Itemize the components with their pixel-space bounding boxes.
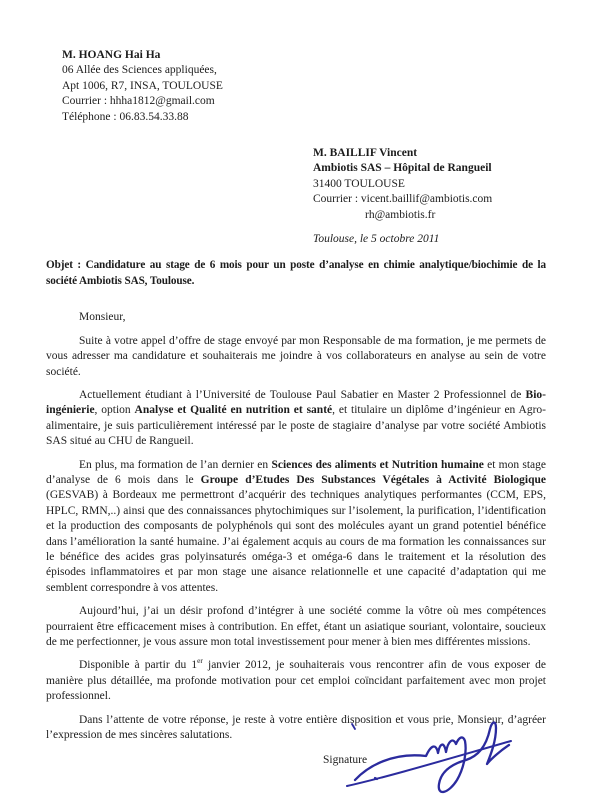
signature-label: Signature <box>323 754 368 767</box>
paragraph: En plus, ma formation de l’an dernier en Sciences des aliments et Nutrition humaine et mon stage d’analyse de 6 mois dans le Groupe d’Etudes Des Substances Végétales à Activité Biologique (GESVAB) à Bordeaux me permettront d’acquérir des techniques analytiques performantes (CCM, EPS, HPLC, RMN,..) ainsi que des connaissances phytochimiques sur l’isolement, la purification, l’identification et la production des composants de polyphénols qui sont des molécules ayant un grand potentiel bénéfice dans l’amélioration la santé humaine. J’ai également acquis au cours de ma formation les connaissances sur le bénéfice des acides gras polyinsaturés oméga-3 et oméga-6 dans le traitement et la résolution des épisodes inflammatoires et par mon stage une aisance relationnelle et une capacité d’adaptation qui me semblent correspondre à vos attentes. <box>46 458 547 594</box>
signature-scrawl <box>338 714 538 798</box>
subject-line: Objet : Candidature au stage de 6 mois pour un poste d’analyse en chimie analytique/biochimie de la société Ambiotis SAS, Toulouse. <box>46 259 546 287</box>
sender-name: M. HOANG Hai Ha <box>62 49 161 61</box>
signature-stroke-tick <box>352 724 355 729</box>
sender-phone-line: Téléphone : 06.83.54.33.88 <box>62 110 189 123</box>
paragraph: Actuellement étudiant à l’Université de Toulouse Paul Sabatier en Master 2 Professionnel de Bio-ingénierie, option Analyse et Qualité en nutrition et santé, et titulaire un diplôme d’ingénieur en Agro-alimentaire, je suis particulièrement intéressé par le poste de stagiaire d’analyse par votre société Ambiotis SAS situé au CHU de Rangueil. <box>46 388 547 448</box>
paragraph: Disponible à partir du 1er janvier 2012, je souhaiterais vous rencontrer afin de vous exposer de manière plus détaillée, ma profonde motivation pour cet emploi coïncidant parfaitement avec mon projet professionnel. <box>46 656 546 703</box>
sender-block <box>62 48 546 125</box>
sender-address-line2: Apt 1006, R7, INSA, TOULOUSE <box>62 79 223 92</box>
paragraph: Aujourd’hui, j’ai un désir profond d’intégrer à une société comme la vôtre où mes compétences pourraient être efficacement mises à contribution. En effet, étant un asiatique souriant, volontaire, soucieux de me perfectionner, je vous assure mon total investissement pour mener à bien mes différentes missions. <box>46 605 546 648</box>
recipient-name: M. BAILLIF Vincent <box>313 147 418 160</box>
recipient-block <box>313 146 546 223</box>
paragraph: Dans l’attente de votre réponse, je reste à votre entière disposition et vous prie, Monsieur, d’agréer l’expression de mes sincères salutations. <box>46 713 546 742</box>
recipient-city: 31400 TOULOUSE <box>313 177 405 190</box>
sender-address-line1: 06 Allée des Sciences appliquées, <box>62 64 217 77</box>
salutation: Monsieur, <box>79 311 126 324</box>
paragraph: Suite à votre appel d’offre de stage envoyé par mon Responsable de ma formation, je me permets de vous adresser ma candidature et souhaiterais me joindre à vos collaborateurs en analyse au sein de votre société. <box>46 334 546 378</box>
recipient-email2: rh@ambiotis.fr <box>365 208 436 221</box>
signature-stroke-dot <box>375 778 377 779</box>
paragraphs <box>46 334 546 744</box>
signature-stroke-main <box>355 722 509 792</box>
dateline: Toulouse, le 5 octobre 2011 <box>313 233 440 246</box>
recipient-org: Ambiotis SAS – Hôpital de Rangueil <box>313 162 492 175</box>
recipient-email-line: Courrier : vicent.baillif@ambiotis.com <box>313 193 493 206</box>
sender-email-line: Courrier : hhha1812@gmail.com <box>62 95 215 108</box>
